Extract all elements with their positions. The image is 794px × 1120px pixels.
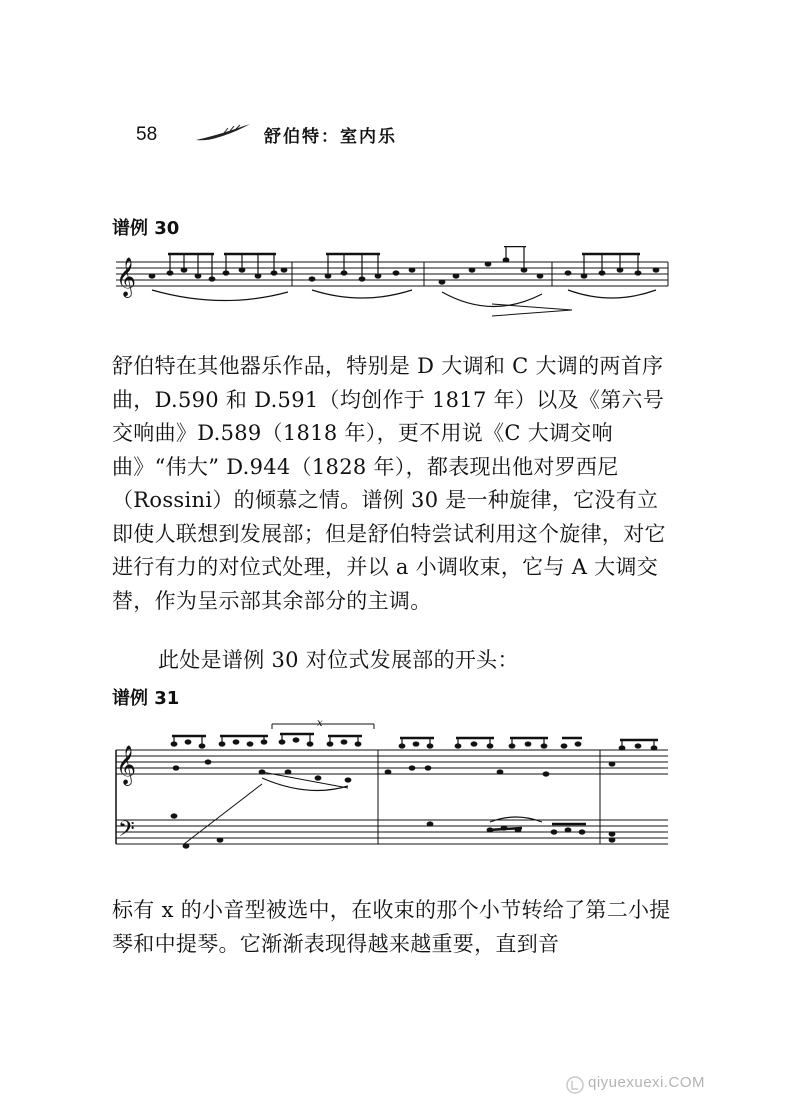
motif-marker-x: x [317, 718, 323, 729]
body-paragraph-2: 此处是谱例 30 对位式发展部的开头： [158, 648, 519, 672]
music-example-31 [112, 716, 672, 866]
body-paragraph-3: 标有 x 的小音型被选中，在收束的那个小节转给了第二小提琴和中提琴。它渐渐表现得越来越重要，直到音 [112, 898, 671, 956]
example-31-label: 谱例 31 [112, 688, 180, 709]
watermark-logo-icon [566, 1076, 584, 1094]
body-paragraph-1: 舒伯特在其他器乐作品，特别是 D 大调和 C 大调的两首序曲，D.590 和 D.591（均创作于 1817 年）以及《第六号交响曲》D.589（1818 年），更不用说《C 大调交响曲》“伟大” D.944（1828 年），都表现出他对罗西尼（Rossini）的倾慕之情。谱例 30 是一种旋律，它没有立即使人联想到发展部；但是舒伯特尝试利用这个旋律，对它进行有力的对位式处理，并以 a 小调收束，它与 A 大调交替，作为呈示部其余部分的主调。 [112, 354, 666, 613]
music-example-30 [112, 246, 672, 326]
treble-clef-icon: 𝄞 [116, 257, 137, 297]
bass-clef-icon: 𝄢 [118, 817, 135, 847]
example-30-label: 谱例 30 [112, 218, 180, 239]
running-title: 舒伯特：室内乐 [264, 127, 397, 147]
watermark: qiyuexuexi.COM [588, 1074, 706, 1091]
page-number: 58 [136, 124, 158, 145]
page-header [136, 124, 656, 154]
treble-clef-icon: 𝄞 [116, 745, 137, 785]
quill-ornament-icon [194, 124, 254, 144]
